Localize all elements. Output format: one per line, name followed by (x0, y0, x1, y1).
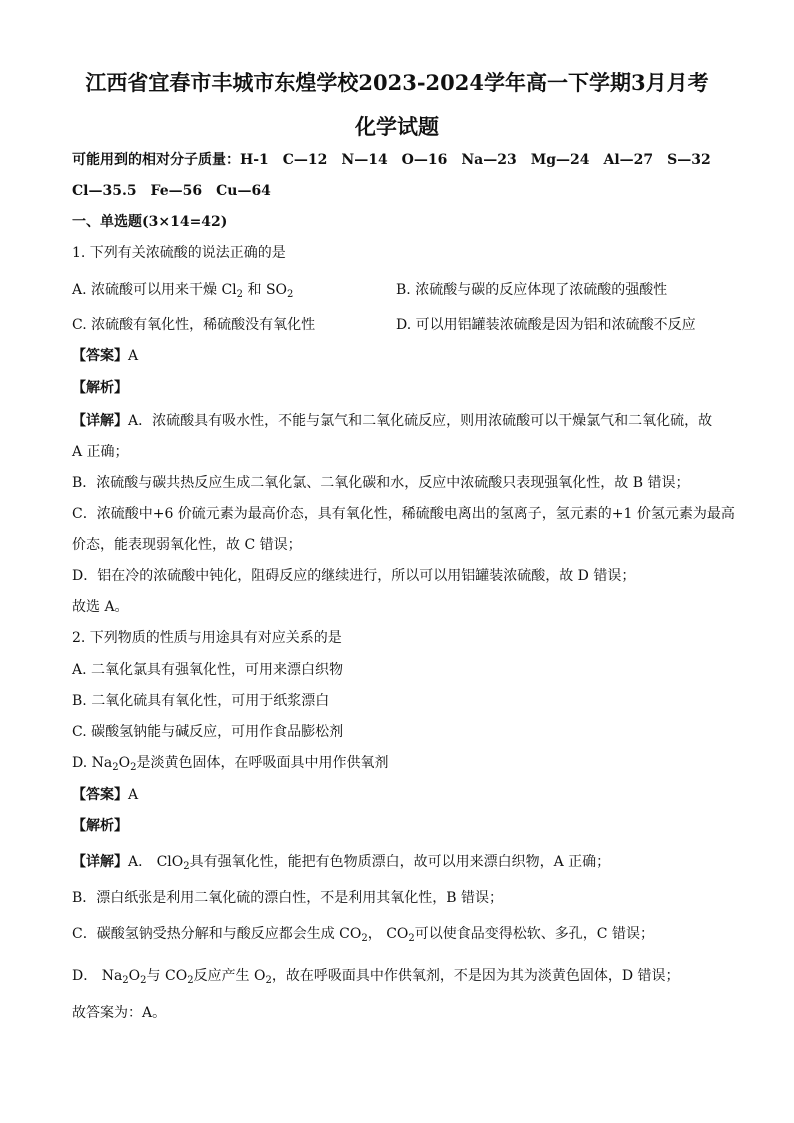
formula-na: Na (91, 755, 113, 771)
exam-subtitle: 化学试题 (355, 114, 439, 139)
formula-sub: 2 (408, 933, 415, 944)
formula-sub: 2 (187, 975, 194, 986)
atomic-mass-line-2: Cl—35.5 Fe—56 Cu—64 (72, 183, 271, 199)
q1-option-a (72, 279, 293, 301)
formula-sub: 2 (236, 289, 244, 300)
q2-detail-a-prefix: A． (128, 854, 157, 870)
q2-detail-c-prefix: C．碳酸氢钠受热分解和与酸反应都会生成 (72, 926, 340, 942)
formula-o: O (128, 968, 141, 984)
formula-sub: 2 (130, 762, 137, 773)
answer-label: 【答案】 (72, 348, 128, 364)
detail-label: 【详解】 (72, 854, 128, 870)
q1-detail-a-cont: A 正确； (72, 444, 129, 460)
formula-na: Na (101, 968, 123, 984)
formula-co: CO (164, 968, 188, 984)
q1-stem: 1. 下列有关浓硫酸的说法正确的是 (72, 245, 286, 261)
q2-answer (72, 784, 138, 806)
q1-detail-c: C．浓硫酸中+6 价硫元素为最高价态，具有氧化性，稀硫酸电离出的氢离子，氢元素的+1 价氢元素为最高 (72, 506, 735, 522)
q2-detail-b: B．漂白纸张是利用二氧化硫的漂白性，不是利用其氧化性，B 错误； (72, 890, 504, 906)
formula-sub: 2 (265, 975, 272, 986)
q2-detail-d-mid: 反应产生 (193, 968, 255, 984)
q2-option-d-text: 是淡黄色固体，在呼吸面具中用作供氧剂 (136, 755, 389, 771)
formula-sub: 2 (122, 975, 129, 986)
q2-detail-a-text: 具有强氧化性，能把有色物质漂白，故可以用来漂白织物，A 正确； (189, 854, 611, 870)
section-title: 一、单选题(3×14=42) (72, 214, 228, 230)
q1-detail-a (72, 410, 712, 432)
q2-analysis-label: 【解析】 (72, 818, 128, 834)
q1-answer (72, 345, 138, 367)
q1-analysis-label: 【解析】 (72, 380, 128, 396)
formula-clo: ClO (156, 854, 184, 870)
q2-detail-d-prefix: D． (72, 968, 102, 984)
q2-option-d-prefix: D. (72, 755, 92, 771)
formula-sub: 2 (361, 933, 368, 944)
atomic-mass-values-1: H-1 C—12 N—14 O—16 Na—23 Mg—24 Al—27 S—32 (240, 152, 711, 168)
q1-option-a-text: A. 浓硫酸可以用来干燥 (72, 282, 222, 298)
q2-detail-c-text: 可以使食品变得松软、多孔，C 错误； (414, 926, 654, 942)
q2-detail-a (72, 851, 610, 873)
exam-title: 江西省宜春市丰城市东煌学校2023-2024学年高一下学期3月月考 (85, 70, 709, 95)
q2-detail-d-text: ，故在呼吸面具中作供氧剂，不是因为其为淡黄色固体，D 错误； (271, 968, 680, 984)
q2-conclusion: 故答案为：A。 (72, 1005, 167, 1021)
formula-sub: 2 (140, 975, 147, 986)
q1-detail-b: B．浓硫酸与碳共热反应生成二氧化氯、二氧化碳和水，反应中浓硫酸只表现强氧化性，故 B 错误； (72, 475, 690, 491)
q2-option-b: B. 二氧化硫具有氧化性，可用于纸浆漂白 (72, 693, 330, 709)
q2-option-a: A. 二氧化氯具有强氧化性，可用来漂白织物 (72, 662, 344, 678)
q1-detail-d: D．铝在冷的浓硫酸中钝化，阻碍反应的继续进行，所以可以用铝罐装浓硫酸，故 D 错误； (72, 568, 636, 584)
q2-detail-d (72, 965, 680, 987)
q1-option-b: B. 浓硫酸与碳的反应体现了浓硫酸的强酸性 (396, 282, 668, 298)
q1-detail-a-text: A．浓硫酸具有吸水性，不能与氯气和二氧化硫反应，则用浓硫酸可以干燥氯气和二氧化硫，故 (128, 413, 713, 429)
q2-stem: 2. 下列物质的性质与用途具有对应关系的是 (72, 630, 342, 646)
q2-option-c: C. 碳酸氢钠能与碱反应，可用作食品膨松剂 (72, 724, 344, 740)
formula-cl: Cl (221, 282, 237, 298)
formula-sub: 2 (183, 861, 190, 872)
atomic-mass-label: 可能用到的相对分子质量： (72, 152, 240, 168)
q1-option-c: C. 浓硫酸有氧化性，稀硫酸没有氧化性 (72, 317, 316, 333)
punctuation: ， (367, 926, 387, 942)
formula-so: SO (265, 282, 288, 298)
q2-option-d (72, 752, 388, 774)
formula-sub: 2 (112, 762, 119, 773)
q2-detail-c (72, 923, 654, 945)
conjunction: 与 (146, 968, 165, 984)
formula-co: CO (339, 926, 362, 942)
q1-detail-c-cont: 价态，能表现弱氧化性，故 C 错误； (72, 537, 302, 553)
answer-value: A (128, 787, 139, 803)
answer-value: A (128, 348, 139, 364)
q1-option-d: D. 可以用铝罐装浓硫酸是因为铝和浓硫酸不反应 (396, 317, 696, 333)
answer-label: 【答案】 (72, 787, 128, 803)
detail-label: 【详解】 (72, 413, 128, 429)
formula-co: CO (386, 926, 409, 942)
formula-o: O (118, 755, 131, 771)
atomic-mass-line-1 (72, 149, 711, 171)
q1-conclusion: 故选 A。 (72, 599, 129, 615)
q1-option-a-and: 和 (243, 282, 266, 298)
formula-o: O (254, 968, 266, 984)
formula-sub: 2 (287, 289, 294, 300)
